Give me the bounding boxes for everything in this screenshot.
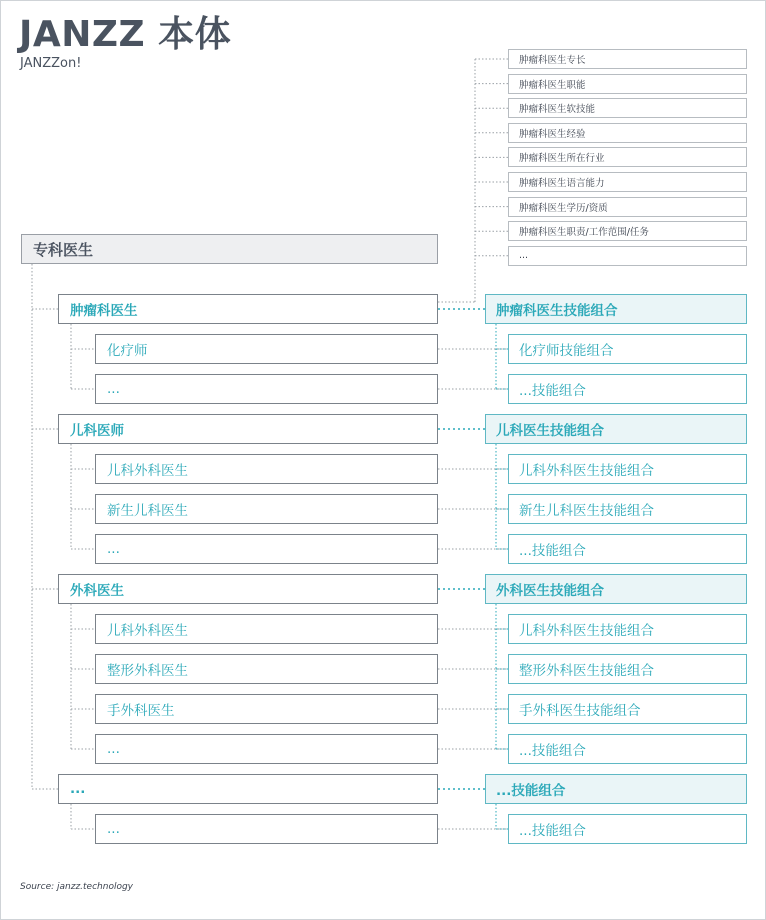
sub-node: 整形外科医生 [95,654,438,684]
attribute-item: 肿瘤科医生软技能 [508,98,747,118]
attribute-item: ... [508,246,747,266]
attribute-item: 肿瘤科医生所在行业 [508,147,747,167]
sub-node: ... [95,734,438,764]
attribute-item: 肿瘤科医生专长 [508,49,747,69]
sub-skill-node: ...技能组合 [508,814,747,844]
category-node: 外科医生 [58,574,438,604]
page-title: JANZZ 本体 [19,14,232,55]
category-skill-node: 外科医生技能组合 [485,574,747,604]
sub-node: ... [95,814,438,844]
sub-skill-node: 儿科外科医生技能组合 [508,614,747,644]
category-node: ... [58,774,438,804]
root-node: 专科医生 [21,234,438,264]
sub-skill-node: ...技能组合 [508,734,747,764]
category-node: 肿瘤科医生 [58,294,438,324]
sub-node: 儿科外科医生 [95,614,438,644]
attribute-item: 肿瘤科医生职责/工作范围/任务 [508,221,747,241]
sub-skill-node: 整形外科医生技能组合 [508,654,747,684]
sub-node: ... [95,534,438,564]
category-skill-node: ...技能组合 [485,774,747,804]
sub-skill-node: ...技能组合 [508,534,747,564]
sub-skill-node: 新生儿科医生技能组合 [508,494,747,524]
attribute-item: 肿瘤科医生语言能力 [508,172,747,192]
source-note: Source: janzz.technology [20,882,134,892]
attribute-item: 肿瘤科医生经验 [508,123,747,143]
sub-node: 手外科医生 [95,694,438,724]
sub-node: 新生儿科医生 [95,494,438,524]
page-subtitle: JANZZon! [20,56,82,71]
sub-skill-node: 儿科外科医生技能组合 [508,454,747,484]
sub-node: 儿科外科医生 [95,454,438,484]
attribute-item: 肿瘤科医生职能 [508,74,747,94]
sub-skill-node: 手外科医生技能组合 [508,694,747,724]
sub-skill-node: ...技能组合 [508,374,747,404]
sub-node: 化疗师 [95,334,438,364]
category-skill-node: 儿科医生技能组合 [485,414,747,444]
category-node: 儿科医师 [58,414,438,444]
attribute-item: 肿瘤科医生学历/资质 [508,197,747,217]
sub-node: ... [95,374,438,404]
sub-skill-node: 化疗师技能组合 [508,334,747,364]
category-skill-node: 肿瘤科医生技能组合 [485,294,747,324]
